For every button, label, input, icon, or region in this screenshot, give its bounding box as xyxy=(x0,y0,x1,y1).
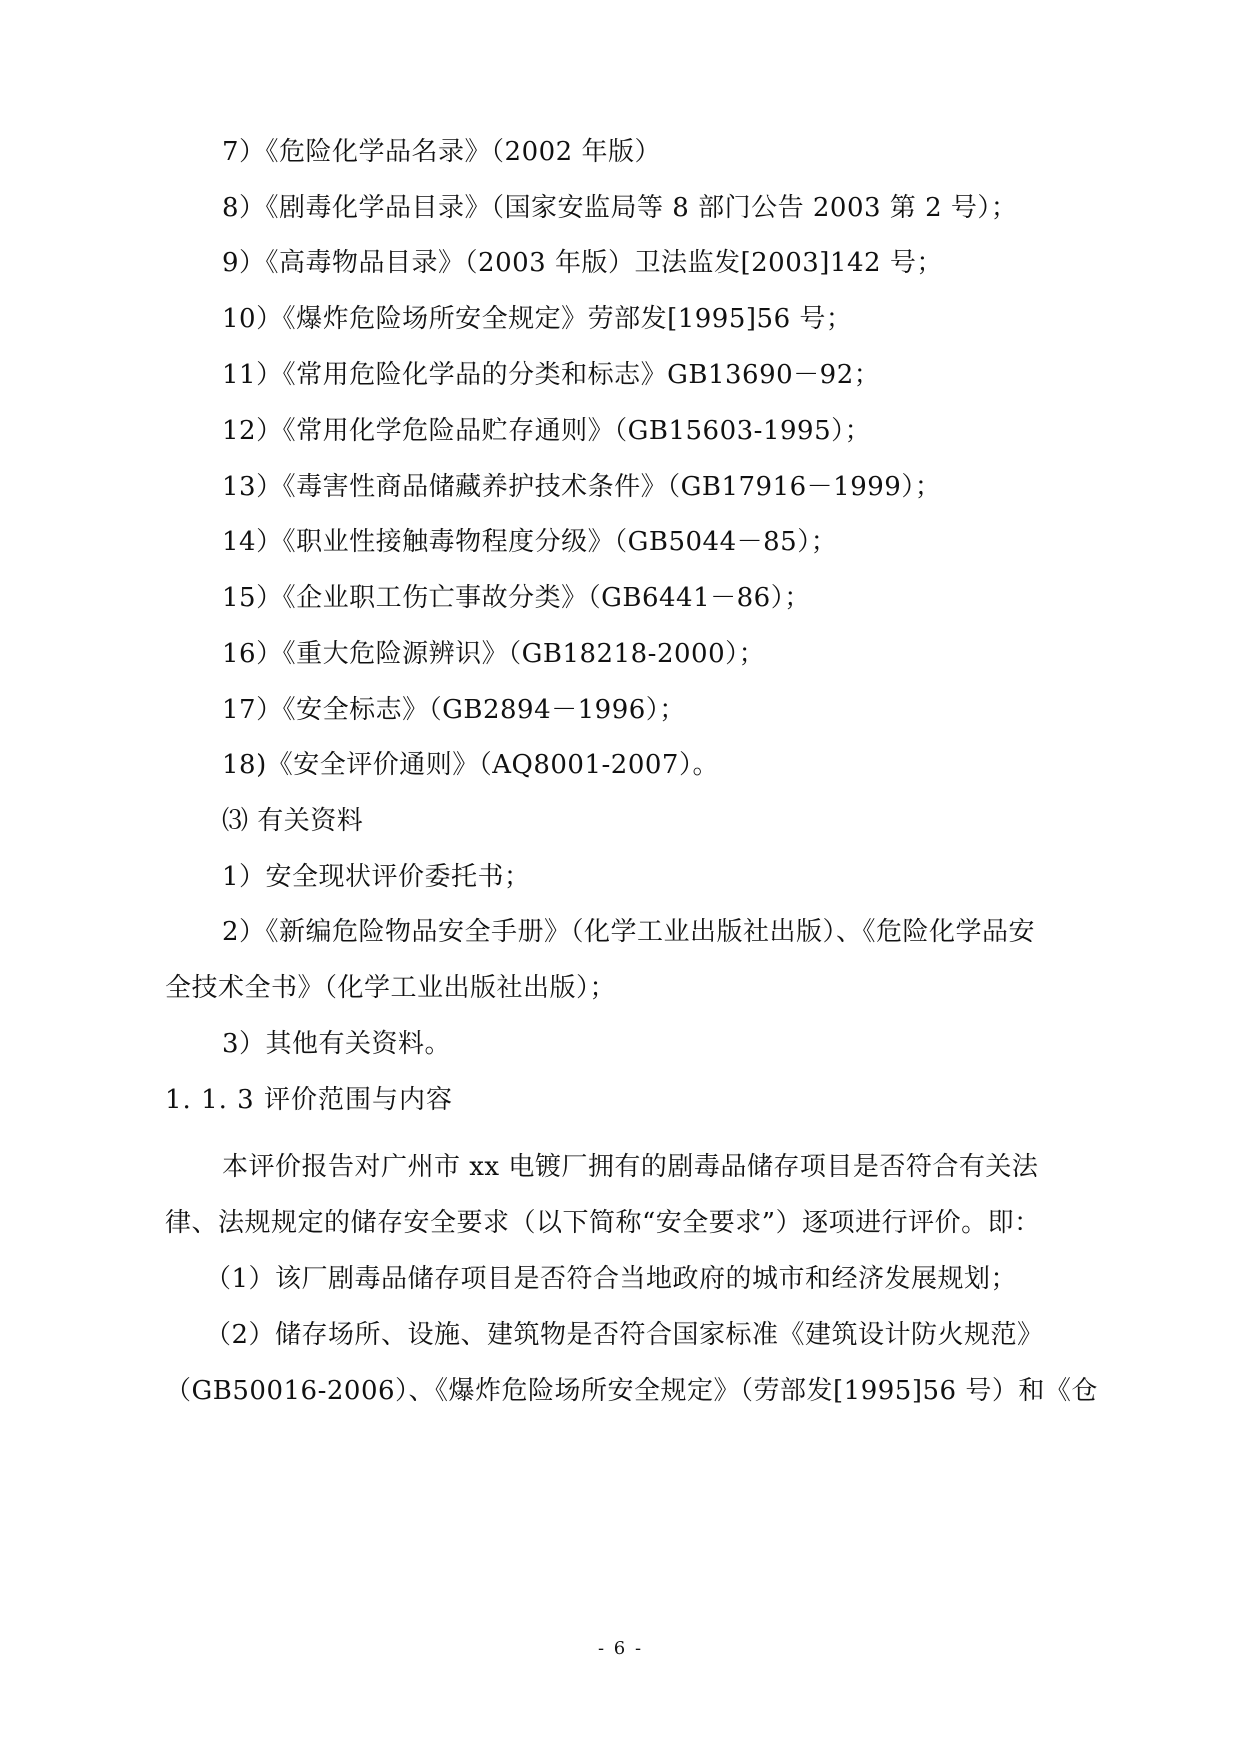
related-materials-item-3: 3）其他有关资料。 xyxy=(222,1029,452,1059)
regulation-item-16: 16）《重大危险源辨识》（GB18218-2000）； xyxy=(222,639,766,669)
regulation-item-13: 13）《毒害性商品储藏养护技术条件》（GB17916－1999）； xyxy=(222,472,942,502)
regulation-item-7: 7）《危险化学品名录》（2002 年版） xyxy=(222,137,661,167)
regulation-item-11: 11）《常用危险化学品的分类和标志》GB13690－92； xyxy=(222,360,881,390)
regulation-item-17: 17）《安全标志》（GB2894－1996）； xyxy=(222,695,686,725)
scope-item-2-line-1: （2）储存场所、设施、建筑物是否符合国家标准《建筑设计防火规范》 xyxy=(205,1320,1044,1350)
related-materials-heading: ⑶ 有关资料 xyxy=(222,806,364,836)
scope-paragraph-line-1: 本评价报告对广州市 xx 电镀厂拥有的剧毒品储存项目是否符合有关法 xyxy=(222,1152,1039,1182)
regulation-item-18: 18)《安全评价通则》（AQ8001-2007）。 xyxy=(222,750,719,780)
regulation-item-14: 14）《职业性接触毒物程度分级》（GB5044－85）； xyxy=(222,527,838,557)
regulation-item-8: 8）《剧毒化学品目录》（国家安监局等 8 部门公告 2003 第 2 号）； xyxy=(222,193,1018,223)
regulation-item-12: 12）《常用化学危险品贮存通则》（GB15603-1995）； xyxy=(222,416,872,446)
scope-paragraph-line-2: 律、法规规定的储存安全要求（以下简称“安全要求”）逐项进行评价。即： xyxy=(165,1208,1041,1238)
scope-item-2-line-2: （GB50016-2006）、《爆炸危险场所安全规定》（劳部发[1995]56 号）和《仓 xyxy=(165,1376,1098,1406)
related-materials-item-1: 1）安全现状评价委托书； xyxy=(222,862,531,892)
regulation-item-9: 9）《高毒物品目录》（2003 年版）卫法监发[2003]142 号； xyxy=(222,248,943,278)
regulation-item-15: 15）《企业职工伤亡事故分类》（GB6441－86）； xyxy=(222,583,811,613)
related-materials-item-2-line-2: 全技术全书》（化学工业出版社出版）； xyxy=(165,973,617,1003)
related-materials-item-2-line-1: 2）《新编危险物品安全手册》（化学工业出版社出版）、《危险化学品安 xyxy=(222,917,1036,947)
scope-item-1: （1）该厂剧毒品储存项目是否符合当地政府的城市和经济发展规划； xyxy=(205,1264,1018,1294)
page-number: - 6 - xyxy=(597,1638,644,1659)
regulation-item-10: 10）《爆炸危险场所安全规定》劳部发[1995]56 号； xyxy=(222,304,853,334)
section-heading-1-1-3: 1. 1. 3 评价范围与内容 xyxy=(165,1085,453,1115)
